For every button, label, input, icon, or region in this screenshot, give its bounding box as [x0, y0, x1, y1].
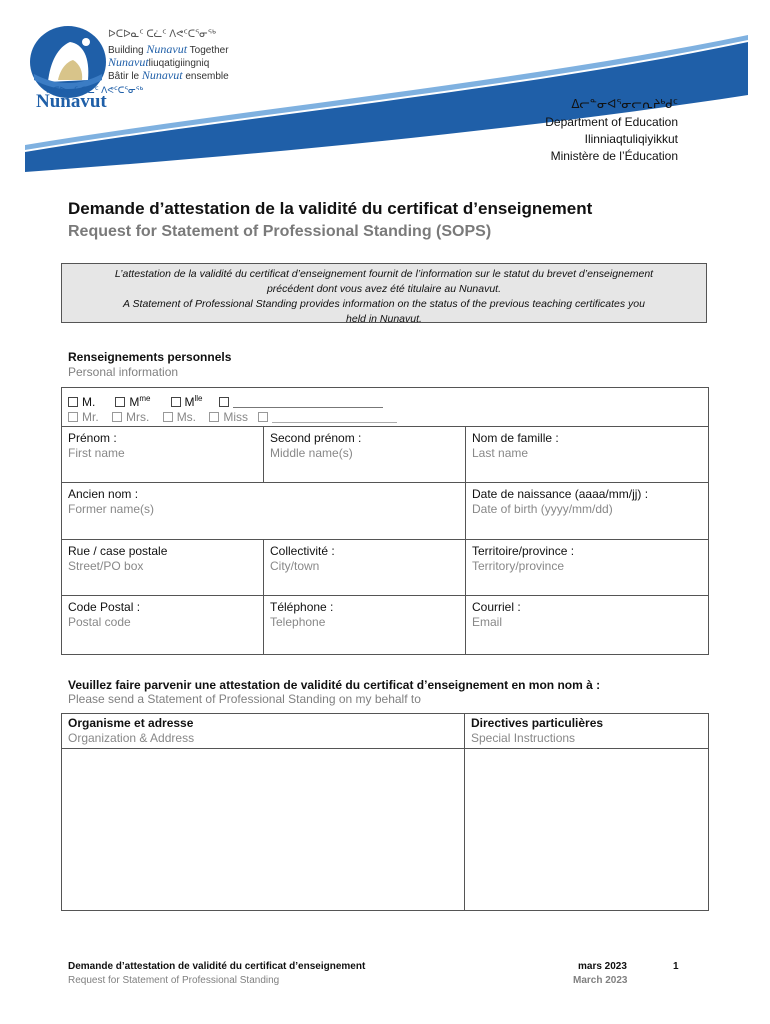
logo-syllabics: ᐅᑕᐅᓇᑦ ᑕᓛᑦ ᐱᕙᑦᑕᕐᓂᖅ: [46, 85, 144, 95]
title-other-field-en[interactable]: [272, 412, 397, 423]
footer-page-number: 1: [673, 961, 679, 972]
department-french: Ministère de l’Éducation: [550, 149, 678, 163]
organization-address-field[interactable]: [62, 749, 465, 911]
request-table: [61, 713, 709, 911]
territory-field[interactable]: [466, 540, 709, 596]
org-label-fr: Organisme et adresse: [68, 716, 194, 730]
dob-label-fr: Date de naissance (aaaa/mm/jj) :: [472, 487, 649, 501]
special-instructions-field[interactable]: [465, 749, 709, 911]
title-mrs-checkbox[interactable]: [112, 412, 122, 422]
footer-title-english: Request for Statement of Professional Standing: [68, 975, 280, 986]
title-row-english: [68, 410, 702, 424]
intro-french-line1: L’attestation de la validité du certificat d’enseignement fournit de l’information sur le statut du brevet d’enseignement: [114, 268, 654, 280]
middle-name-label-fr: Second prénom :: [270, 431, 362, 445]
title-mlle-label: M: [184, 395, 195, 409]
intro-english-line1: A Statement of Professional Standing provides information on the status of the previous teaching certificates you: [123, 298, 645, 310]
territory-label-en: Territory/province: [472, 559, 565, 573]
title-row-french: [68, 392, 702, 409]
postal-label-fr: Code Postal :: [68, 600, 141, 614]
tagline-text: Building: [108, 45, 144, 56]
title-miss-label: Miss: [223, 410, 249, 424]
first-name-label-en: First name: [68, 446, 125, 460]
intro-box: [61, 263, 707, 323]
department-syllabics: ᐃᓕᓐᓂᐊᕐᓂᓕᕆᔨᒃᑯᑦ: [571, 97, 678, 111]
title-mr-checkbox[interactable]: [68, 412, 78, 422]
phone-label-en: Telephone: [270, 615, 326, 629]
footer-date-english: March 2023: [573, 975, 628, 986]
request-heading-english: Please send a Statement of Professional Standing on my behalf to: [68, 692, 421, 706]
tagline-text: ensemble: [185, 71, 229, 82]
email-label-fr: Courriel :: [472, 600, 521, 614]
last-name-label-en: Last name: [472, 446, 529, 460]
footer-date-french: mars 2023: [578, 961, 627, 972]
instructions-header: [465, 714, 709, 749]
logo-syllabics-line: ᐅᑕᐅᓇᑦ ᑕᓛᑦ ᐱᕙᑦᑕᕐᓂᖅ: [108, 29, 216, 40]
form-title-french: Demande d’attestation de la validité du certificat d’enseignement: [68, 199, 593, 218]
city-label-fr: Collectivité :: [270, 544, 335, 558]
title-mr-label: Mr.: [82, 410, 99, 424]
form-title-english: Request for Statement of Professional Standing (SOPS): [68, 223, 492, 240]
city-field[interactable]: [264, 540, 466, 596]
telephone-field[interactable]: [264, 596, 466, 655]
personal-heading-french: Renseignements personnels: [68, 350, 232, 364]
tagline-nunavut: Nunavut: [108, 55, 149, 69]
city-label-en: City/town: [270, 559, 320, 573]
title-mme-label: M: [129, 395, 140, 409]
personal-heading-english: Personal information: [68, 365, 179, 379]
intro-english-line2: held in Nunavut.: [346, 313, 422, 325]
title-mme-sup: me: [139, 394, 151, 403]
former-name-field[interactable]: [62, 483, 466, 540]
instr-label-en: Special Instructions: [471, 731, 576, 745]
title-selection-cell: [62, 388, 709, 427]
title-ms-checkbox[interactable]: [163, 412, 173, 422]
tagline-text: Bâtir le: [108, 71, 140, 82]
former-name-label-en: Former name(s): [68, 502, 155, 516]
title-mme-checkbox[interactable]: [115, 397, 125, 407]
request-heading-french: Veuillez faire parvenir une attestation de validité du certificat d’enseignement en mon nom à :: [68, 678, 601, 692]
title-other-field-fr[interactable]: [233, 397, 383, 408]
department-inuinnaqtun: Ilinniaqtuliqiyikkut: [584, 132, 678, 146]
title-m-label: M.: [82, 395, 96, 409]
tagline-text: Together: [189, 45, 229, 56]
email-field[interactable]: [466, 596, 709, 655]
email-label-en: Email: [472, 615, 503, 629]
middle-name-field[interactable]: [264, 427, 466, 483]
footer-title-french: Demande d’attestation de validité du certificat d’enseignement: [68, 961, 366, 972]
date-of-birth-field[interactable]: [466, 483, 709, 540]
title-mrs-label: Mrs.: [126, 410, 150, 424]
title-mlle-sup: lle: [194, 394, 203, 403]
last-name-field[interactable]: [466, 427, 709, 483]
instr-label-fr: Directives particulières: [471, 716, 604, 730]
intro-french-line2: précédent dont vous avez été titulaire au Nunavut.: [266, 283, 502, 295]
middle-name-label-en: Middle name(s): [270, 446, 353, 460]
department-english: Department of Education: [545, 115, 678, 129]
street-label-fr: Rue / case postale: [68, 544, 168, 558]
first-name-label-fr: Prénom :: [68, 431, 117, 445]
title-miss-checkbox[interactable]: [209, 412, 219, 422]
title-mlle-checkbox[interactable]: [171, 397, 181, 407]
tagline-text: liuqatigiingniq: [148, 58, 210, 69]
tagline-nunavut: Nunavut: [141, 68, 183, 82]
logo-wordmark: Nunavut: [36, 91, 107, 112]
title-other-checkbox-en[interactable]: [258, 412, 268, 422]
organization-header: [62, 714, 465, 749]
personal-info-table: [61, 387, 709, 655]
street-label-en: Street/PO box: [68, 559, 144, 573]
title-other-checkbox-fr[interactable]: [219, 397, 229, 407]
title-ms-label: Ms.: [176, 410, 197, 424]
tagline-nunavut: Nunavut: [146, 42, 188, 56]
last-name-label-fr: Nom de famille :: [472, 431, 559, 445]
postal-code-field[interactable]: [62, 596, 264, 655]
first-name-field[interactable]: [62, 427, 264, 483]
street-field[interactable]: [62, 540, 264, 596]
title-m-checkbox[interactable]: [68, 397, 78, 407]
territory-label-fr: Territoire/province :: [472, 544, 575, 558]
logo-tagline-french: [108, 68, 229, 83]
former-name-label-fr: Ancien nom :: [68, 487, 139, 501]
phone-label-fr: Téléphone :: [270, 600, 334, 614]
postal-label-en: Postal code: [68, 615, 131, 629]
dob-label-en: Date of birth (yyyy/mm/dd): [472, 502, 613, 516]
org-label-en: Organization & Address: [68, 731, 195, 745]
